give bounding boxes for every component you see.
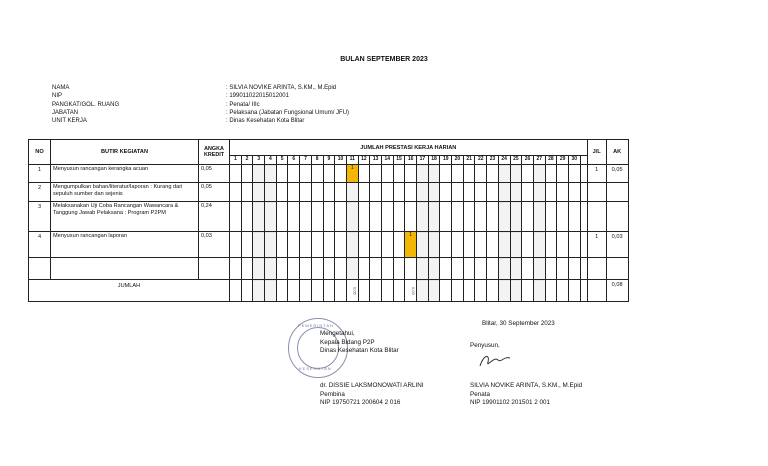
day-header: 20 (452, 156, 464, 165)
signature-mark (476, 350, 516, 372)
day-cell (335, 232, 347, 258)
row-jl (587, 183, 606, 202)
empty-cell (241, 258, 253, 280)
day-cell (230, 232, 242, 258)
day-cell-marked: 1 (405, 232, 417, 258)
day-header: 30 (568, 156, 580, 165)
row-butir: Melaksanakan Uji Coba Rancangan Wawancara & Tanggung Jawab Pelaksana : Program P2PM (51, 202, 199, 232)
right-role: Penyusun, (470, 342, 500, 349)
day-cell (230, 202, 242, 232)
day-header: 5 (276, 156, 288, 165)
day-header: 26 (522, 156, 534, 165)
day-cell (545, 165, 557, 183)
day-cell (276, 232, 288, 258)
empty-cell (405, 258, 417, 280)
day-cell (475, 165, 487, 183)
row-no: 2 (29, 183, 51, 202)
day-cell (487, 232, 499, 258)
day-cell (417, 202, 429, 232)
day-cell (557, 165, 569, 183)
empty-cell (358, 258, 370, 280)
row-no: 3 (29, 202, 51, 232)
label-nip: NIP (52, 93, 63, 100)
day-cell (568, 202, 580, 232)
empty-cell (522, 258, 534, 280)
left-name: dr. DISSIE LAKSMONOWATI ARLINI (320, 382, 424, 389)
empty-cell (253, 258, 265, 280)
day-cell (557, 280, 569, 302)
value-jabatan: : Pelaksana (Jabatan Fungsional Umum/ JFU) (226, 109, 350, 116)
day-cell (300, 183, 312, 202)
day-cell (381, 202, 393, 232)
activity-table (28, 139, 629, 302)
jumlah-ak: 0,08 (606, 280, 628, 302)
day-cell (568, 232, 580, 258)
day-cell (370, 165, 382, 183)
day-header: 18 (428, 156, 440, 165)
day-cell (370, 202, 382, 232)
day-cell (276, 183, 288, 202)
day-cell-marked: 1 (346, 165, 358, 183)
left-signatory-name-block (320, 382, 424, 408)
day-cell (288, 202, 300, 232)
day-cell (417, 280, 429, 302)
stamp-bottom-text: KESEHATAN (299, 366, 332, 371)
day-cell (510, 183, 522, 202)
day-cell (557, 202, 569, 232)
empty-cell (557, 258, 569, 280)
header-no: NO (29, 140, 51, 165)
day-header: 15 (393, 156, 405, 165)
empty-cell (51, 258, 199, 280)
left-unit: Dinas Kesehatan Kota Blitar (320, 347, 399, 354)
day-cell (405, 165, 417, 183)
day-cell (358, 165, 370, 183)
empty-cell (463, 258, 475, 280)
stamp-top-text: PEMERINTAH (298, 323, 334, 328)
day-cell (498, 165, 510, 183)
left-role: Mengetahui, (320, 330, 355, 337)
empty-cell (230, 258, 242, 280)
day-cell (405, 183, 417, 202)
day-cell (463, 232, 475, 258)
day-cell (276, 165, 288, 183)
day-cell (300, 165, 312, 183)
day-cell (323, 165, 335, 183)
day-cell (323, 202, 335, 232)
day-cell (440, 202, 452, 232)
label-unit-kerja: UNIT KERJA (52, 118, 87, 125)
day-header: 22 (475, 156, 487, 165)
day-cell (288, 232, 300, 258)
empty-cell (199, 258, 230, 280)
empty-cell (29, 258, 51, 280)
empty-cell (311, 258, 323, 280)
day-cell (545, 280, 557, 302)
right-nip: NIP 19901102 201501 2 001 (470, 399, 550, 406)
day-cell (288, 280, 300, 302)
table-row (29, 202, 629, 232)
day-cell (393, 165, 405, 183)
day-cell (265, 202, 277, 232)
day-header: 11 (346, 156, 358, 165)
day-header-blank (580, 156, 587, 165)
empty-cell (393, 258, 405, 280)
day-cell (276, 280, 288, 302)
day-cell (288, 165, 300, 183)
row-butir: Menyusun rancangan kerangka acuan (51, 165, 199, 183)
empty-cell (475, 258, 487, 280)
day-cell (335, 202, 347, 232)
day-cell (265, 165, 277, 183)
empty-cell (487, 258, 499, 280)
jumlah-day-value: 0,03 (405, 280, 417, 302)
day-cell (557, 232, 569, 258)
day-cell (487, 280, 499, 302)
day-cell (323, 232, 335, 258)
day-header: 10 (335, 156, 347, 165)
day-header: 4 (265, 156, 277, 165)
day-cell (428, 232, 440, 258)
day-cell (381, 232, 393, 258)
row-jl (587, 202, 606, 232)
day-cell (358, 280, 370, 302)
day-cell (510, 202, 522, 232)
day-cell (510, 232, 522, 258)
day-cell (358, 202, 370, 232)
day-cell (241, 183, 253, 202)
empty-cell (440, 258, 452, 280)
day-cell (533, 232, 545, 258)
value-unit-kerja: : Dinas Kesehatan Kota Blitar (226, 118, 305, 125)
header-butir: BUTIR KEGIATAN (51, 140, 199, 165)
day-cell (230, 280, 242, 302)
day-cell (522, 202, 534, 232)
value-pangkat: : Penata/ IIIc (226, 101, 260, 108)
empty-cell (580, 258, 587, 280)
empty-cell (568, 258, 580, 280)
day-cell (346, 232, 358, 258)
header-angka-kredit: ANGKA KREDIT (199, 140, 230, 165)
day-cell (545, 183, 557, 202)
day-header: 6 (288, 156, 300, 165)
day-cell (498, 183, 510, 202)
empty-cell (587, 258, 606, 280)
day-cell (463, 202, 475, 232)
day-cell (358, 232, 370, 258)
header-jumlah-prestasi: JUMLAH PRESTASI KERJA HARIAN (230, 140, 588, 156)
day-header: 25 (510, 156, 522, 165)
empty-cell (606, 258, 628, 280)
empty-cell (533, 258, 545, 280)
day-cell (522, 165, 534, 183)
day-cell (311, 232, 323, 258)
row-ak: 0,03 (606, 232, 628, 258)
empty-cell (265, 258, 277, 280)
jumlah-day-value: 0,05 (346, 280, 358, 302)
page-title: BULAN SEPTEMBER 2023 (340, 56, 428, 63)
day-cell (311, 280, 323, 302)
day-header: 8 (311, 156, 323, 165)
row-blank (580, 183, 587, 202)
day-cell (428, 280, 440, 302)
day-cell (288, 183, 300, 202)
day-header: 16 (405, 156, 417, 165)
day-cell (265, 183, 277, 202)
jumlah-label: JUMLAH (29, 280, 230, 302)
day-cell (300, 202, 312, 232)
day-header: 7 (300, 156, 312, 165)
day-cell (498, 232, 510, 258)
day-cell (545, 232, 557, 258)
table-row (29, 183, 629, 202)
header-jl: J/L (587, 140, 606, 165)
day-cell (463, 280, 475, 302)
day-cell (487, 165, 499, 183)
day-cell (311, 183, 323, 202)
day-cell (428, 183, 440, 202)
day-cell (475, 232, 487, 258)
day-cell (381, 183, 393, 202)
empty-cell (452, 258, 464, 280)
day-header: 2 (241, 156, 253, 165)
day-cell (452, 183, 464, 202)
day-cell (545, 202, 557, 232)
day-cell (510, 165, 522, 183)
day-cell (370, 232, 382, 258)
day-cell (440, 165, 452, 183)
day-cell (428, 202, 440, 232)
day-header: 28 (545, 156, 557, 165)
day-cell (533, 183, 545, 202)
row-angka-kredit: 0,24 (199, 202, 230, 232)
right-rank: Penata (470, 390, 490, 398)
day-cell (230, 165, 242, 183)
row-jl: 1 (587, 165, 606, 183)
day-cell (533, 280, 545, 302)
day-cell (522, 280, 534, 302)
day-cell (311, 165, 323, 183)
day-cell (381, 165, 393, 183)
day-cell (417, 232, 429, 258)
empty-cell (370, 258, 382, 280)
empty-cell (545, 258, 557, 280)
row-blank (580, 202, 587, 232)
day-cell (311, 202, 323, 232)
left-role-title: Kepala Bidang P2P (320, 338, 375, 346)
empty-cell (381, 258, 393, 280)
table-row-empty (29, 258, 629, 280)
day-cell (522, 183, 534, 202)
day-cell (498, 202, 510, 232)
day-cell (475, 202, 487, 232)
day-header: 29 (557, 156, 569, 165)
empty-cell (288, 258, 300, 280)
day-cell (393, 232, 405, 258)
day-cell (323, 280, 335, 302)
day-header: 9 (323, 156, 335, 165)
day-cell (475, 183, 487, 202)
value-nama: : SILVIA NOVIKE ARINTA, S.KM., M.Epid (226, 85, 337, 91)
day-cell (253, 165, 265, 183)
row-butir: Menyusun rancangan laporan (51, 232, 199, 258)
row-angka-kredit: 0,03 (199, 232, 230, 258)
day-cell (381, 280, 393, 302)
day-cell (417, 165, 429, 183)
day-cell (463, 183, 475, 202)
empty-cell (428, 258, 440, 280)
table-row (29, 232, 629, 258)
value-nip: : 199011022015012001 (226, 93, 289, 100)
day-cell (346, 183, 358, 202)
day-header: 27 (533, 156, 545, 165)
day-cell (265, 232, 277, 258)
day-cell (533, 202, 545, 232)
empty-cell (323, 258, 335, 280)
day-cell (452, 202, 464, 232)
day-cell (253, 280, 265, 302)
left-rank: Pembina (320, 390, 345, 398)
empty-cell (300, 258, 312, 280)
row-blank (580, 280, 587, 302)
day-cell (440, 183, 452, 202)
day-cell (335, 280, 347, 302)
day-cell (428, 165, 440, 183)
row-blank (580, 232, 587, 258)
day-cell (393, 183, 405, 202)
jumlah-row (29, 280, 629, 302)
right-name: SILVIA NOVIKE ARINTA, S.KM., M.Epid (470, 382, 583, 389)
day-cell (522, 232, 534, 258)
row-ak: 0,05 (606, 165, 628, 183)
day-header: 14 (381, 156, 393, 165)
day-cell (498, 280, 510, 302)
day-cell (405, 202, 417, 232)
left-signatory (320, 330, 399, 356)
day-cell (417, 183, 429, 202)
day-cell (440, 232, 452, 258)
day-cell (346, 202, 358, 232)
day-cell (358, 183, 370, 202)
day-cell (323, 183, 335, 202)
row-blank (580, 165, 587, 183)
row-angka-kredit: 0,05 (199, 165, 230, 183)
info-labels (52, 84, 119, 125)
header-ak: AK (606, 140, 628, 165)
day-cell (253, 183, 265, 202)
label-jabatan: JABATAN (52, 109, 79, 116)
day-cell (440, 280, 452, 302)
day-cell (241, 202, 253, 232)
day-cell (241, 232, 253, 258)
day-header: 21 (463, 156, 475, 165)
day-cell (533, 165, 545, 183)
day-cell (568, 183, 580, 202)
empty-cell (276, 258, 288, 280)
row-jl: 1 (587, 232, 606, 258)
row-no: 4 (29, 232, 51, 258)
right-signatory-name-block (470, 382, 582, 408)
day-header: 23 (487, 156, 499, 165)
day-cell (510, 280, 522, 302)
day-header: 1 (230, 156, 242, 165)
day-header: 3 (253, 156, 265, 165)
day-cell (230, 183, 242, 202)
day-header: 13 (370, 156, 382, 165)
day-cell (253, 202, 265, 232)
day-cell (452, 232, 464, 258)
day-cell (568, 280, 580, 302)
day-cell (253, 232, 265, 258)
day-header: 24 (498, 156, 510, 165)
day-cell (370, 280, 382, 302)
row-butir: Mengumpulkan bahan/literatur/laporan : Kurang dari sepuluh sumber dan sejenis (51, 183, 199, 202)
table-row (29, 165, 629, 183)
left-nip: NIP 19750721 200604 2 016 (320, 399, 401, 406)
empty-cell (417, 258, 429, 280)
day-header: 12 (358, 156, 370, 165)
day-cell (487, 183, 499, 202)
day-cell (557, 183, 569, 202)
day-cell (452, 280, 464, 302)
day-cell (300, 280, 312, 302)
day-header: 19 (440, 156, 452, 165)
empty-cell (498, 258, 510, 280)
empty-cell (346, 258, 358, 280)
row-ak (606, 183, 628, 202)
info-values (226, 84, 349, 125)
day-cell (276, 202, 288, 232)
row-no: 1 (29, 165, 51, 183)
day-header: 17 (417, 156, 429, 165)
day-cell (393, 280, 405, 302)
day-cell (475, 280, 487, 302)
day-cell (370, 183, 382, 202)
empty-cell (510, 258, 522, 280)
day-cell (452, 165, 464, 183)
row-angka-kredit: 0,05 (199, 183, 230, 202)
day-cell (568, 165, 580, 183)
row-ak (606, 202, 628, 232)
day-cell (393, 202, 405, 232)
label-pangkat: PANGKAT/GOL. RUANG (52, 101, 120, 108)
day-cell (265, 280, 277, 302)
day-cell (463, 165, 475, 183)
day-cell (335, 183, 347, 202)
day-cell (241, 165, 253, 183)
day-cell (241, 280, 253, 302)
day-cell (335, 165, 347, 183)
jumlah-jl (587, 280, 606, 302)
place-date: Blitar, 30 September 2023 (482, 320, 555, 327)
day-cell (300, 232, 312, 258)
label-nama: NAMA (52, 85, 70, 91)
empty-cell (335, 258, 347, 280)
day-cell (487, 202, 499, 232)
